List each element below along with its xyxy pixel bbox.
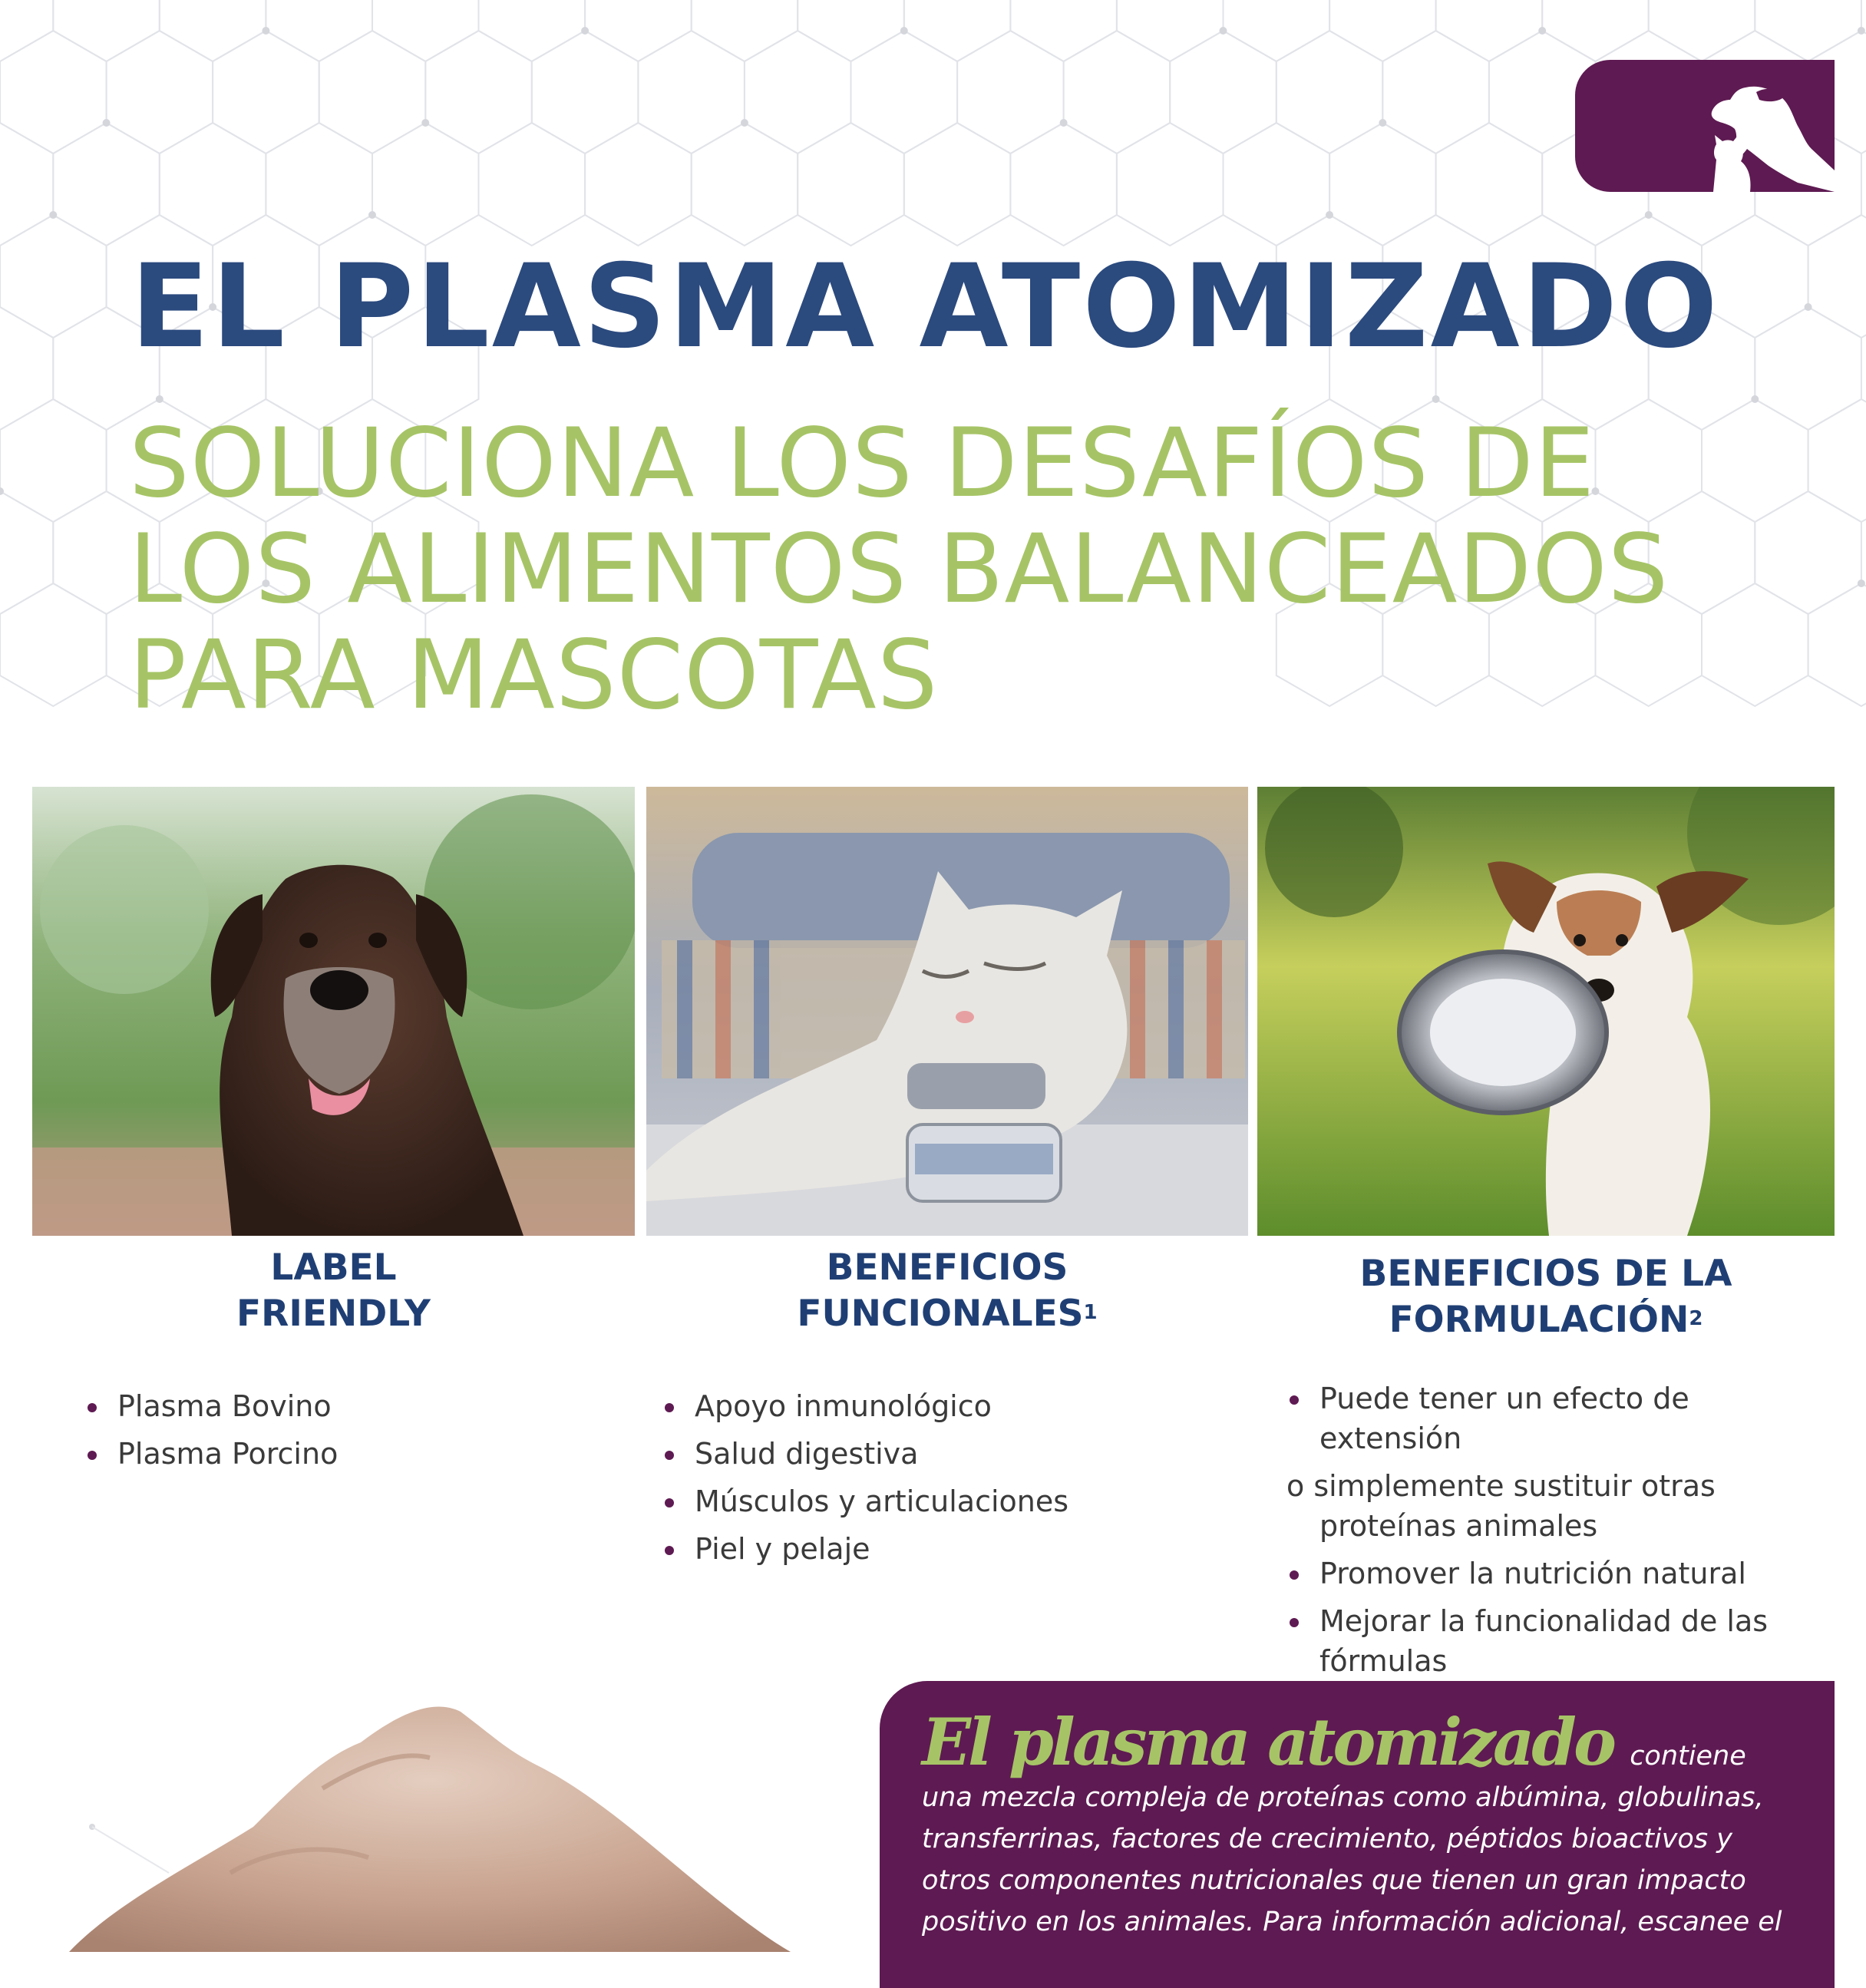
hexagon-shape — [585, 0, 692, 61]
hexagon-node — [1751, 395, 1759, 403]
hexagon-node — [1858, 580, 1865, 587]
hexagon-shape — [904, 0, 1011, 61]
list-item — [1286, 1601, 1824, 1681]
plasma-info-box — [880, 1681, 1835, 1988]
hexagon-shape — [851, 31, 958, 154]
hexagon-node — [421, 119, 429, 127]
hexagon-shape — [1755, 307, 1861, 430]
dog-cat-silhouette-icon — [1683, 69, 1835, 192]
label-friendly-list — [84, 1386, 338, 1481]
hexagon-node — [262, 27, 269, 35]
list-item: Apoyo inmunológico — [662, 1386, 1068, 1426]
hexagon-shape — [1224, 0, 1330, 61]
hexagon-shape — [372, 123, 479, 246]
hexagon-shape — [1329, 123, 1436, 246]
info-body: contiene una mezcla compleja de proteínas como albúmina, globulinas, transferrinas, factores de crecimiento, péptidos bioactivos y otros componentes nutricionales que tienen un gran impacto positivo en los animales. Para información adicional, escanee el — [922, 1741, 1782, 1937]
hexagon-shape — [1436, 0, 1543, 61]
hexagon-shape — [0, 215, 107, 338]
column-title-line: FORMULACIÓN — [1389, 1299, 1689, 1341]
hexagon-shape — [479, 123, 586, 246]
hexagon-shape — [53, 123, 160, 246]
hexagon-shape — [1755, 491, 1861, 614]
hexagon-shape — [479, 0, 586, 61]
hexagon-shape — [1808, 399, 1866, 522]
hexagon-shape — [0, 123, 53, 246]
hexagon-node — [581, 27, 589, 35]
puppy-with-bowl-photo — [1257, 787, 1835, 1236]
list-item: Salud digestiva — [662, 1434, 1068, 1474]
list-item-line: Mejorar la funcionalidad de las — [1319, 1604, 1769, 1638]
hexagon-node — [49, 211, 57, 219]
list-item — [1286, 1466, 1824, 1546]
hexagon-shape — [266, 0, 372, 61]
list-item: Promover la nutrición natural — [1286, 1554, 1824, 1593]
hexagon-node — [1432, 395, 1440, 403]
hexagon-shape — [1382, 31, 1489, 154]
subtitle-line: PARA MASCOTAS — [129, 620, 939, 731]
hexagon-shape — [957, 31, 1064, 154]
hexagon-shape — [1702, 583, 1808, 706]
list-item-line: proteínas animales — [1319, 1509, 1598, 1543]
hexagon-shape — [0, 307, 53, 430]
brand-logo-tab — [1575, 60, 1835, 192]
hexagon-shape — [0, 583, 107, 706]
hexagon-shape — [585, 123, 692, 246]
hexagon-node — [1538, 27, 1546, 35]
column-title-label-friendly — [32, 1245, 635, 1337]
hexagon-shape — [798, 0, 904, 61]
hexagon-shape — [0, 399, 107, 522]
hexagon-node — [156, 395, 163, 403]
hexagon-shape — [1010, 123, 1117, 246]
hexagon-node — [103, 119, 111, 127]
hexagon-shape — [266, 123, 372, 246]
hexagon-shape — [1064, 31, 1171, 154]
hexagon-shape — [107, 31, 213, 154]
hexagon-shape — [213, 31, 319, 154]
column-title-line: BENEFICIOS DE LA — [1359, 1253, 1732, 1295]
hexagon-shape — [160, 123, 266, 246]
hexagon-shape — [1010, 0, 1117, 61]
column-title-line: FUNCIONALES — [797, 1293, 1084, 1335]
list-item: Músculos y articulaciones — [662, 1481, 1068, 1521]
hexagon-shape — [372, 0, 479, 61]
column-title-line: BENEFICIOS — [826, 1247, 1068, 1289]
hexagon-shape — [0, 0, 53, 61]
list-item: Plasma Porcino — [84, 1434, 338, 1474]
hexagon-node — [1060, 119, 1068, 127]
hexagon-shape — [1649, 0, 1755, 61]
hexagon-shape — [1329, 0, 1436, 61]
list-item: Piel y pelaje — [662, 1529, 1068, 1569]
hexagon-shape — [1224, 123, 1330, 246]
hexagon-shape — [53, 0, 160, 61]
footnote-marker: 2 — [1689, 1307, 1703, 1330]
hexagon-shape — [798, 123, 904, 246]
hexagon-shape — [1755, 0, 1861, 61]
hexagon-shape — [532, 31, 639, 154]
plasma-powder-image — [0, 1673, 875, 1952]
hexagon-node — [1805, 303, 1812, 311]
list-item-line: fórmulas — [1319, 1644, 1448, 1678]
beneficios-formulacion-list — [1286, 1379, 1824, 1689]
hexagon-shape — [1170, 31, 1276, 154]
footnote-marker: 1 — [1083, 1301, 1098, 1324]
hexagon-node — [900, 27, 908, 35]
dog-photo — [32, 787, 635, 1236]
hexagon-shape — [425, 31, 532, 154]
column-title-beneficios-formulacion — [1257, 1251, 1835, 1343]
hexagon-shape — [638, 31, 745, 154]
hexagon-node — [1219, 27, 1227, 35]
hexagon-shape — [1117, 0, 1224, 61]
hexagon-shape — [319, 31, 426, 154]
column-title-line: LABEL — [270, 1247, 397, 1289]
column-title-beneficios-funcionales — [646, 1245, 1248, 1337]
info-paragraph — [922, 1704, 1805, 1943]
hexagon-shape — [1117, 123, 1224, 246]
list-item: Puede tener un efecto de extensión — [1286, 1379, 1824, 1458]
hexagon-node — [1858, 27, 1865, 35]
hexagon-shape — [692, 0, 798, 61]
hexagon-shape — [1276, 31, 1383, 154]
hexagon-shape — [1808, 583, 1866, 706]
hexagon-node — [741, 119, 748, 127]
list-item: Plasma Bovino — [84, 1386, 338, 1426]
hexagon-node — [368, 211, 376, 219]
hexagon-shape — [0, 491, 53, 614]
hexagon-shape — [745, 31, 851, 154]
hexagon-shape — [692, 123, 798, 246]
hexagon-shape — [1542, 0, 1649, 61]
page-title: EL PLASMA ATOMIZADO — [130, 240, 1720, 374]
hexagon-shape — [1808, 215, 1866, 338]
hexagon-shape — [160, 0, 266, 61]
subtitle-line: LOS ALIMENTOS BALANCEADOS — [129, 514, 1669, 625]
info-highlight-title: El plasma atomizado — [922, 1704, 1614, 1780]
hexagon-shape — [904, 123, 1011, 246]
beneficios-funcionales-list — [662, 1386, 1068, 1577]
hexagon-shape — [1436, 123, 1543, 246]
column-title-line: FRIENDLY — [236, 1293, 431, 1335]
list-item-line: o simplemente sustituir otras — [1286, 1469, 1716, 1503]
cat-photo — [646, 787, 1248, 1236]
hexagon-shape — [1702, 399, 1808, 522]
hexagon-node — [1645, 211, 1653, 219]
hexagon-node — [1379, 119, 1386, 127]
subtitle-line: SOLUCIONA LOS DESAFÍOS DE — [129, 408, 1596, 519]
hexagon-node — [1326, 211, 1333, 219]
hexagon-shape — [0, 31, 107, 154]
page-subtitle — [129, 408, 1669, 731]
